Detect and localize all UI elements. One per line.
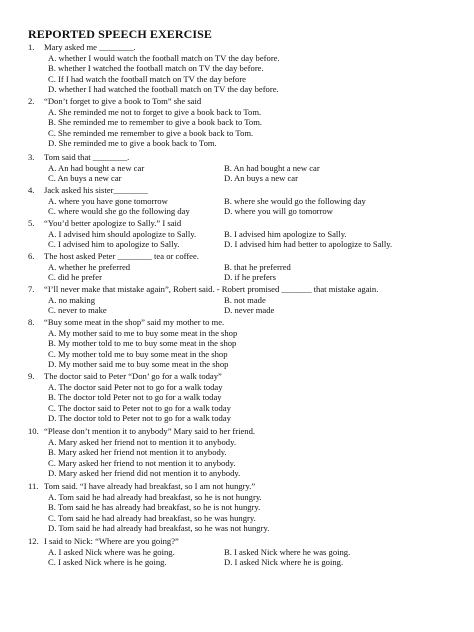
option-b: B. whether I watched the football match on TV the day before.	[48, 63, 264, 74]
option-d: D. never made	[224, 305, 275, 316]
option-b: B. I asked Nick where he was going.	[224, 546, 351, 557]
option-d: D. The doctor told to Peter not to go for a walk today	[48, 413, 231, 424]
question-number: 10.	[28, 426, 39, 436]
option-b: B. My mother told to me to buy some meat in the shop	[48, 338, 237, 349]
question-stem: “Don’t forget to give a book to Tom” she said	[44, 96, 202, 106]
option-a: A. The doctor said Peter not to go for a walk today	[48, 381, 223, 392]
option-d: D. Mary asked her friend did not mention it to anybody.	[48, 468, 241, 479]
option-b: B. Tom said he has already had breakfast, so he is not hungry.	[48, 502, 261, 513]
question-number: 9.	[28, 371, 35, 381]
option-c: C. I asked Nick where is he going.	[48, 557, 167, 568]
option-a: A. I asked Nick where was he going.	[48, 546, 175, 557]
option-d: D. if he prefers	[224, 272, 277, 283]
question-10	[28, 426, 468, 479]
option-b: B. An had bought a new car	[224, 162, 320, 173]
option-d: D. An buys a new car	[224, 173, 298, 184]
page-title: REPORTED SPEECH EXERCISE	[28, 27, 213, 41]
option-c: C. The doctor said to Peter not to go for a walk today	[48, 402, 231, 413]
option-a: A. Tom said he had already had breakfast, so he is not hungry.	[48, 491, 262, 502]
option-b: B. Mary asked her friend not mention it to anybody.	[48, 447, 227, 458]
option-c: C. If I had watch the football match on TV the day before	[48, 73, 246, 84]
question-number: 5.	[28, 218, 35, 228]
option-d: D. My mother said me to buy some meat in the shop	[48, 359, 229, 370]
option-c: C. Mary asked her friend to not mention it to anybody.	[48, 457, 236, 468]
option-b: B. I advised him apologize to Sally.	[224, 228, 347, 239]
option-a: A. whether he preferred	[48, 261, 131, 272]
option-b: B. not made	[224, 294, 266, 305]
question-number: 12.	[28, 536, 39, 546]
option-a: A. She reminded me not to forget to give a book back to Tom.	[48, 106, 262, 117]
question-7	[28, 284, 468, 316]
option-a: A. My mother said to me to buy some meat in the shop	[48, 327, 238, 338]
option-a: A. Mary asked her friend not to mention it to anybody.	[48, 436, 236, 447]
question-number: 7.	[28, 284, 35, 294]
question-1	[28, 42, 468, 95]
question-stem: The doctor said to Peter “Don’ go for a walk today”	[44, 371, 222, 381]
option-d: D. I advised him had better to apologize to Sally.	[224, 239, 393, 250]
question-stem: Mary asked me ________.	[44, 42, 136, 52]
option-c: C. She reminded me remember to give a book back to Tom.	[48, 127, 254, 138]
question-6	[28, 251, 468, 283]
option-b: B. where she would go the following day	[224, 195, 366, 206]
question-stem: Tom said that ________.	[44, 152, 130, 162]
option-d: D. where you will go tomorrow	[224, 206, 333, 217]
question-number: 11.	[28, 481, 39, 491]
question-number: 6.	[28, 251, 35, 261]
question-2	[28, 96, 468, 149]
question-stem: Jack asked his sister________	[44, 185, 148, 195]
option-d: D. I asked Nick where he is going.	[224, 557, 344, 568]
question-stem: The host asked Peter ________ tea or coffee.	[44, 251, 199, 261]
question-stem: Tom said. “I have already had breakfast, so I am not hungry.”	[44, 481, 256, 491]
option-a: A. no making	[48, 294, 96, 305]
option-c: C. Tom said he had already had breakfast, so he was hungry.	[48, 512, 256, 523]
option-b: B. She reminded me to remember to give a book back to Tom.	[48, 117, 263, 128]
question-3	[28, 152, 468, 184]
question-5	[28, 218, 468, 250]
option-c: C. where would she go the following day	[48, 206, 190, 217]
option-c: C. I advised him to apologize to Sally.	[48, 239, 180, 250]
question-stem: “I’ll never make that mistake again”, Robert said. - Robert promised _______ that mistake again.	[44, 284, 379, 294]
option-a: A. An had bought a new car	[48, 162, 145, 173]
question-stem: “Buy some meat in the shop” said my mother to me.	[44, 317, 225, 327]
option-b: B. The doctor told Peter not to go for a walk today	[48, 392, 222, 403]
question-9	[28, 371, 468, 424]
question-4	[28, 185, 468, 217]
question-stem: I said to Nick: “Where are you going?”	[44, 536, 179, 546]
question-number: 1.	[28, 42, 35, 52]
option-b: B. that he preferred	[224, 261, 291, 272]
question-12	[28, 536, 468, 568]
question-number: 8.	[28, 317, 35, 327]
question-stem: “You’d better apologize to Sally.” I said	[44, 218, 182, 228]
option-d: D. whether I had watched the football match on TV the day before.	[48, 84, 279, 95]
option-a: A. whether I would watch the football match on TV the day before.	[48, 52, 280, 63]
question-stem: “Please don’t mention it to anybody” Mary said to her friend.	[44, 426, 256, 436]
option-d: D. Tom said he had already had breakfast, so he was not hungry.	[48, 523, 270, 534]
option-a: A. I advised him should apologize to Sally.	[48, 228, 197, 239]
option-d: D. She reminded me to give a book back to Tom.	[48, 138, 217, 149]
question-number: 2.	[28, 96, 35, 106]
option-c: C. An buys a new car	[48, 173, 122, 184]
question-8	[28, 317, 468, 370]
option-c: C. never to make	[48, 305, 107, 316]
option-c: C. My mother told me to buy some meat in the shop	[48, 348, 228, 359]
option-a: A. where you have gone tomorrow	[48, 195, 168, 206]
question-number: 4.	[28, 185, 35, 195]
option-c: C. did he prefer	[48, 272, 102, 283]
question-11	[28, 481, 468, 534]
question-number: 3.	[28, 152, 35, 162]
